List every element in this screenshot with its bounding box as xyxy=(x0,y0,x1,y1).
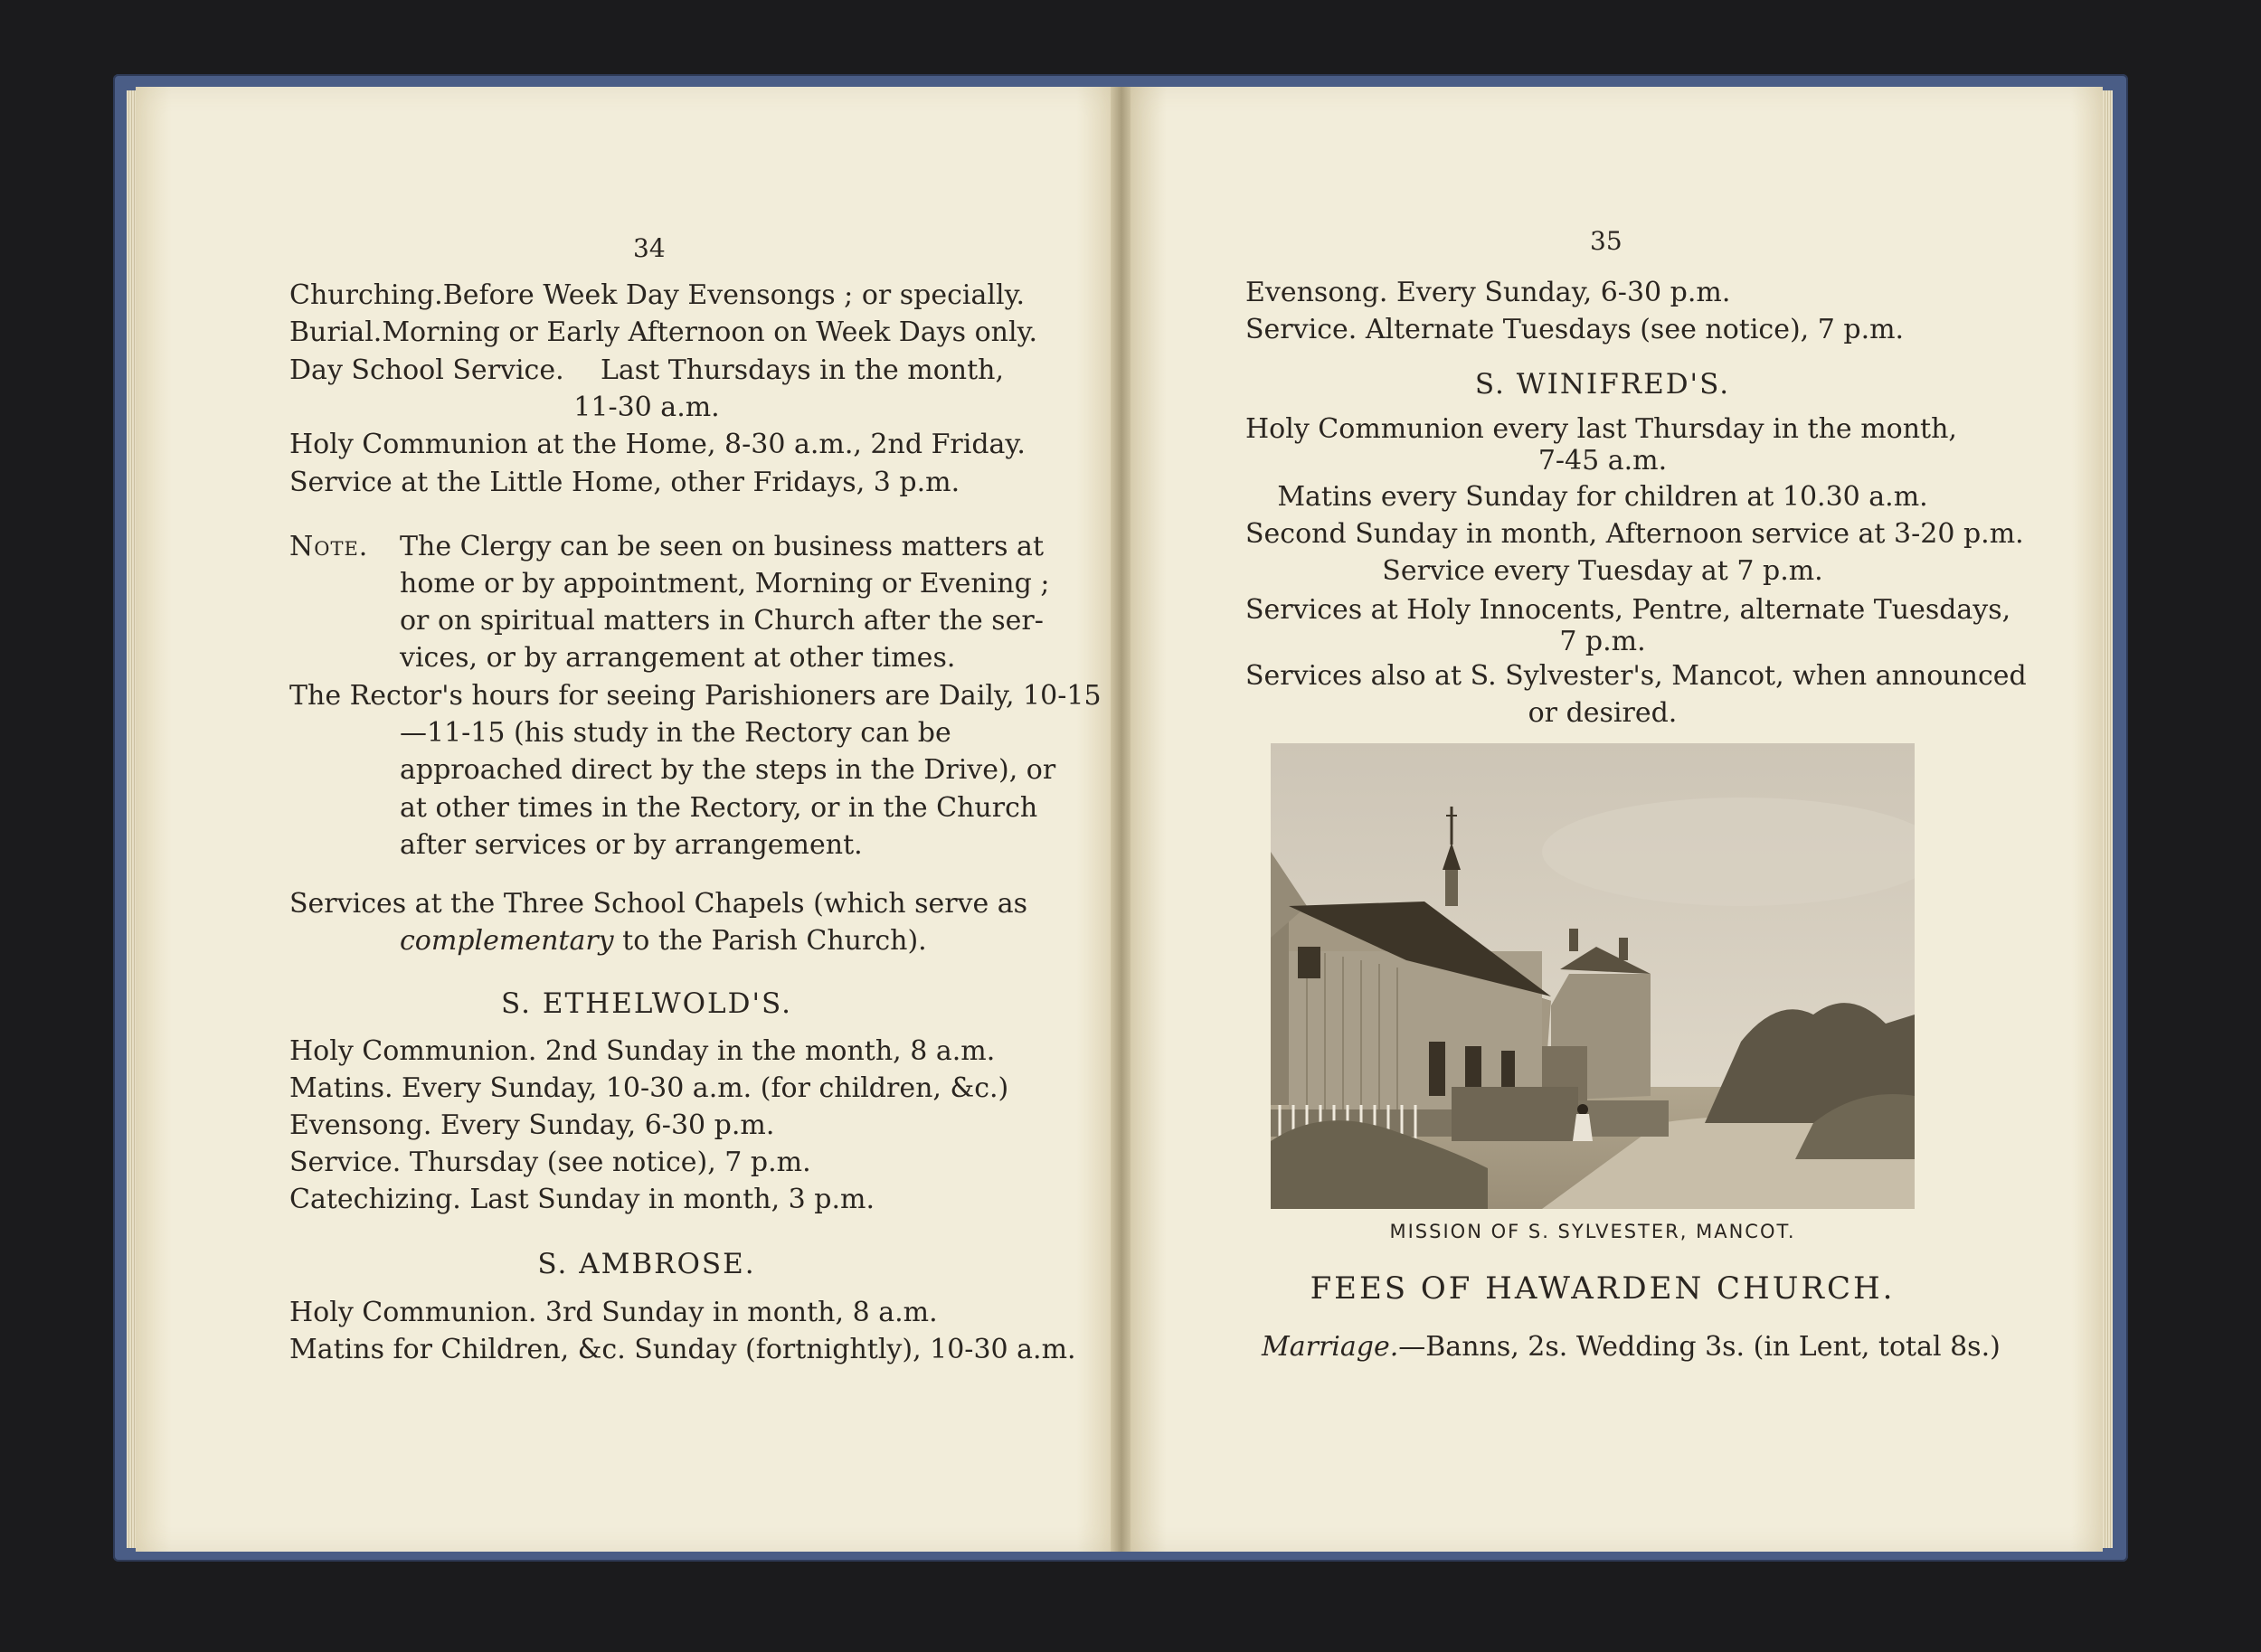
ethelwold-line-2: Matins. Every Sunday, 10-30 a.m. (for children, &c.) xyxy=(289,1072,1009,1104)
rector-line-2: —11-15 (his study in the Rectory can be xyxy=(400,717,951,749)
ethelwold-line-4: Service. Thursday (see notice), 7 p.m. xyxy=(289,1147,811,1178)
ethelwold-line-1: Holy Communion. 2nd Sunday in the month, 8 a.m. xyxy=(289,1035,996,1067)
left-page-number: 34 xyxy=(633,233,666,263)
fees-heading: FEES OF HAWARDEN CHURCH. xyxy=(1310,1270,1896,1307)
winifred-line-5: Services at Holy Innocents, Pentre, alternate Tuesdays, xyxy=(1245,594,2011,626)
ethelwold-heading: S. ETHELWOLD'S. xyxy=(501,987,792,1020)
winifred-line-1: Holy Communion every last Thursday in the month, xyxy=(1245,413,1957,445)
mission-photo-drawing xyxy=(1271,743,1915,1209)
right-line-evensong: Evensong. Every Sunday, 6-30 p.m. xyxy=(1245,277,1731,308)
note-line-2: home or by appointment, Morning or Evening ; xyxy=(400,568,1050,599)
winifred-heading: S. WINIFRED'S. xyxy=(1474,368,1731,401)
chapels-line-2: complementary to the Parish Church). xyxy=(400,925,927,957)
left-line-home-communion: Holy Communion at the Home, 8-30 a.m., 2nd Friday. xyxy=(289,429,1026,460)
note-line-1: The Clergy can be seen on business matters at xyxy=(400,531,1045,562)
rector-line-1: The Rector's hours for seeing Parishioners are Daily, 10-15 xyxy=(289,680,1102,712)
winifred-line-4: Service every Tuesday at 7 p.m. xyxy=(1382,555,1823,587)
ambrose-line-2: Matins for Children, &c. Sunday (fortnightly), 10-30 a.m. xyxy=(289,1334,1076,1365)
photo-caption: MISSION OF S. SYLVESTER, MANCOT. xyxy=(1389,1221,1796,1242)
winifred-line-5b: 7 p.m. xyxy=(1559,626,1646,657)
ethelwold-line-3: Evensong. Every Sunday, 6-30 p.m. xyxy=(289,1109,775,1141)
ethelwold-line-5: Catechizing. Last Sunday in month, 3 p.m. xyxy=(289,1184,875,1215)
left-line-day-school-time: 11-30 a.m. xyxy=(573,392,720,423)
winifred-line-6: Services also at S. Sylvester's, Mancot, when announced xyxy=(1245,660,2027,692)
left-line-day-school: Day School Service. Last Thursdays in the month, xyxy=(289,354,1004,386)
winifred-line-2: Matins every Sunday for children at 10.30 a.m. xyxy=(1277,481,1928,513)
ambrose-line-1: Holy Communion. 3rd Sunday in month, 8 a.m. xyxy=(289,1297,938,1328)
note-line-4: vices, or by arrangement at other times. xyxy=(400,642,956,674)
marriage-fees-line: Marriage.—Banns, 2s. Wedding 3s. (in Lent, total 8s.) xyxy=(1262,1331,2001,1363)
left-line-churching: Churching. Before Week Day Evensongs ; or specially. xyxy=(289,279,1026,311)
winifred-line-1b: 7-45 a.m. xyxy=(1537,445,1668,477)
right-line-service: Service. Alternate Tuesdays (see notice), 7 p.m. xyxy=(1245,314,1905,345)
rector-line-3: approached direct by the steps in the Drive), or xyxy=(400,754,1056,786)
left-line-little-home: Service at the Little Home, other Fridays, 3 p.m. xyxy=(289,467,960,498)
note-label: Note. xyxy=(289,531,369,562)
winifred-line-6b: or desired. xyxy=(1528,697,1678,729)
ambrose-heading: S. AMBROSE. xyxy=(537,1248,756,1280)
note-line-3: or on spiritual matters in Church after the ser- xyxy=(400,605,1044,637)
chapels-line-1: Services at the Three School Chapels (which serve as xyxy=(289,888,1028,920)
rector-line-5: after services or by arrangement. xyxy=(400,829,863,861)
left-line-burial: Burial. Morning or Early Afternoon on Week Days only. xyxy=(289,316,1038,348)
winifred-line-3: Second Sunday in month, Afternoon service at 3-20 p.m. xyxy=(1245,518,2024,550)
right-page-number: 35 xyxy=(1590,226,1622,256)
mission-photograph xyxy=(1271,743,1915,1209)
rector-line-4: at other times in the Rectory, or in the Church xyxy=(400,792,1038,824)
book-gutter xyxy=(1111,87,1132,1552)
